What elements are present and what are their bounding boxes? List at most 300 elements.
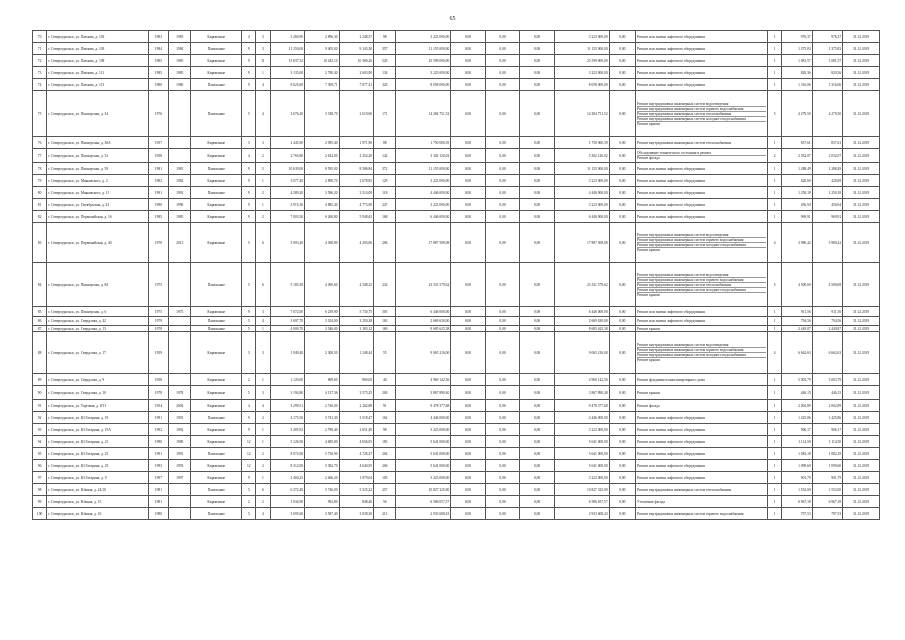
regional-funds-cell: 0,00 <box>485 199 520 211</box>
other-funds-cell: 0,00 <box>609 386 635 400</box>
other-funds-cell: 0,00 <box>609 508 635 520</box>
wall-material-cell: Панельные <box>191 79 242 91</box>
entrances-cell: 11 <box>256 55 270 67</box>
address-cell: г. Североуральск, ул. Первомайская, д. 16 <box>47 211 149 223</box>
work-types-cell <box>636 211 768 223</box>
total-cost-cell: 3 223 000,00 <box>396 67 451 79</box>
table-row <box>33 307 880 317</box>
max-unit-cost-cell: 820,36 <box>812 67 842 79</box>
other-funds-cell: 0,00 <box>609 496 635 508</box>
total-area-cell: 3 285,92 <box>270 424 305 436</box>
row-number-cell: 99 <box>33 496 47 508</box>
deadline-cell: 31.12.2019 <box>843 374 880 386</box>
wall-material-cell: Кирпичные <box>191 55 242 67</box>
work-item: Ремонт или замена лифтового оборудования <box>637 34 705 39</box>
deadline-cell: 31.12.2019 <box>843 263 880 307</box>
total-cost-cell: 2 933 608,43 <box>396 508 451 520</box>
owned-area-cell: 10 380,26 <box>339 55 374 67</box>
work-count-cell: 1 <box>768 374 782 386</box>
max-unit-cost-cell: 906,17 <box>812 424 842 436</box>
max-unit-cost-cell: 6 662,63 <box>812 332 842 374</box>
work-count-cell: 1 <box>768 508 782 520</box>
year-renovated-cell <box>169 91 191 137</box>
work-item: Ремонт внутридомовых инженерных систем холодного водоснабжения <box>637 117 766 122</box>
unit-cost-cell: 6 662,63 <box>782 332 812 374</box>
year-built-cell: 1981 <box>148 484 168 496</box>
year-renovated-cell: 1984 <box>169 43 191 55</box>
total-cost-cell: 9 478 377,68 <box>396 400 451 412</box>
address-cell: г. Североуральск, ул. Павлова, д. 103 <box>47 43 149 55</box>
residents-cell: 234 <box>374 263 396 307</box>
floors-cell: 9 <box>242 79 256 91</box>
work-types-cell <box>636 448 768 460</box>
living-area-cell: 9 405,00 <box>305 43 340 55</box>
total-cost-cell: 1 750 000,39 <box>396 137 451 149</box>
owners-funds-cell: 2 933 608,43 <box>554 508 609 520</box>
work-types-cell <box>636 43 768 55</box>
work-item: Ремонт внутридомовых инженерных систем холодного водоснабжения <box>637 243 766 248</box>
owners-funds-cell: 17 887 508,08 <box>554 223 609 263</box>
work-count-cell: 1 <box>768 436 782 448</box>
wall-material-cell: Кирпичные <box>191 211 242 223</box>
residents-cell: 118 <box>374 187 396 199</box>
entrances-cell: 3 <box>256 31 270 43</box>
municipal-funds-cell: 0,00 <box>520 79 555 91</box>
table-row <box>33 472 880 484</box>
work-item: Ремонт внутридомовых инженерных систем горячего водоснабжения <box>637 278 766 283</box>
work-item: Ремонт или замена лифтового оборудования <box>637 439 705 444</box>
owners-funds-cell: 8 685 625,38 <box>554 326 609 332</box>
address-cell: г. Североуральск, ул. Пионерская, д. 52 <box>47 149 149 163</box>
max-unit-cost-cell: 837,61 <box>812 137 842 149</box>
row-number-cell: 75 <box>33 91 47 137</box>
year-built-cell: 1982 <box>148 175 168 187</box>
year-renovated-cell: 1993 <box>169 460 191 472</box>
entrances-cell: 2 <box>256 187 270 199</box>
total-area-cell: 3 676,20 <box>270 91 305 137</box>
federal-funds-cell: 0,00 <box>451 137 486 149</box>
residents-cell: 91 <box>374 400 396 412</box>
entrances-cell: 4 <box>256 317 270 326</box>
owned-area-cell: 2 619,06 <box>339 91 374 137</box>
total-cost-cell: 3 867 890,40 <box>396 386 451 400</box>
federal-funds-cell: 0,00 <box>451 31 486 43</box>
year-built-cell: 1997 <box>148 472 168 484</box>
owned-area-cell: 2 651,49 <box>339 424 374 436</box>
regional-funds-cell: 0,00 <box>485 386 520 400</box>
federal-funds-cell: 0,00 <box>451 386 486 400</box>
unit-cost-cell: 4 500,69 <box>782 263 812 307</box>
total-cost-cell: 23 331 579,62 <box>396 263 451 307</box>
work-item: Ремонт крыши <box>637 121 660 126</box>
year-built-cell: 1985 <box>148 211 168 223</box>
address-cell: г. Североуральск, ул. Свердлова, д. 42 <box>47 317 149 326</box>
living-area-cell: 3 587,40 <box>305 508 340 520</box>
residents-cell: 162 <box>374 412 396 424</box>
regional-funds-cell: 0,00 <box>485 508 520 520</box>
work-item: Ремонт внутридомовых инженерных систем теплоснабжения <box>637 140 732 145</box>
owned-area-cell: 7 077,41 <box>339 79 374 91</box>
living-area-cell: 2 634,00 <box>305 149 340 163</box>
work-item: Ремонт крыши <box>637 326 660 331</box>
residents-cell: 56 <box>374 496 396 508</box>
other-funds-cell: 0,00 <box>609 31 635 43</box>
total-area-cell: 2 445,90 <box>270 137 305 149</box>
work-item: Ремонт или замена лифтового оборудования <box>637 319 705 323</box>
work-item: Ремонт или замена лифтового оборудования <box>637 46 705 51</box>
work-types-cell <box>636 412 768 424</box>
work-count-cell: 1 <box>768 67 782 79</box>
work-count-cell: 1 <box>768 412 782 424</box>
residents-cell: 55 <box>374 332 396 374</box>
total-cost-cell: 10 827 325,00 <box>396 484 451 496</box>
row-number-cell: 86 <box>33 317 47 326</box>
owners-funds-cell: 5 641 000,00 <box>554 436 609 448</box>
regional-funds-cell: 0,00 <box>485 424 520 436</box>
wall-material-cell: Кирпичные <box>191 31 242 43</box>
address-cell: г. Североуральск, ул. Свердлова, д. 17 <box>47 332 149 374</box>
entrances-cell: 4 <box>256 400 270 412</box>
municipal-funds-cell: 0,00 <box>520 508 555 520</box>
federal-funds-cell: 0,00 <box>451 484 486 496</box>
work-item: Ремонт внутридомовых инженерных систем горячего водоснабжения <box>637 511 744 516</box>
federal-funds-cell: 0,00 <box>451 199 486 211</box>
deadline-cell: 31.12.2019 <box>843 317 880 326</box>
owners-funds-cell: 5 302 120,02 <box>554 149 609 163</box>
table-row <box>33 484 880 496</box>
row-number-cell: 72 <box>33 55 47 67</box>
entrances-cell: 4 <box>256 79 270 91</box>
living-area-cell: 3 586,20 <box>305 187 340 199</box>
municipal-funds-cell: 0,00 <box>520 496 555 508</box>
work-item: Ремонт или замена лифтового оборудования <box>637 82 705 87</box>
other-funds-cell: 0,00 <box>609 43 635 55</box>
municipal-funds-cell: 0,00 <box>520 484 555 496</box>
max-unit-cost-cell: 1 250,18 <box>812 187 842 199</box>
address-cell: г. Североуральск, ул. Свердлова, д. 13 <box>47 326 149 332</box>
total-area-cell: 5 185,30 <box>270 263 305 307</box>
regional-funds-cell: 0,00 <box>485 211 520 223</box>
entrances-cell: 2 <box>256 496 270 508</box>
total-cost-cell: 4 960 142,56 <box>396 374 451 386</box>
wall-material-cell: Кирпичные <box>191 199 242 211</box>
floors-cell: 9 <box>242 187 256 199</box>
total-area-cell: 8 625,00 <box>270 79 305 91</box>
work-count-cell: 4 <box>768 223 782 263</box>
regional-funds-cell: 0,00 <box>485 163 520 175</box>
owners-funds-cell: 1 750 000,39 <box>554 137 609 149</box>
year-renovated-cell: 1997 <box>169 472 191 484</box>
max-unit-cost-cell: 2 032,07 <box>812 149 842 163</box>
work-count-cell: 1 <box>768 137 782 149</box>
total-cost-cell: 4 446 000,00 <box>396 187 451 199</box>
year-renovated-cell: 1978 <box>169 386 191 400</box>
living-area-cell: 5 730,90 <box>305 448 340 460</box>
year-built-cell: 1975 <box>148 263 168 307</box>
municipal-funds-cell: 0,00 <box>520 55 555 67</box>
row-number-cell: 79 <box>33 175 47 187</box>
municipal-funds-cell: 0,00 <box>520 43 555 55</box>
wall-material-cell: Кирпичные <box>191 307 242 317</box>
entrances-cell: 6 <box>256 223 270 263</box>
year-renovated-cell <box>169 317 191 326</box>
work-types-cell <box>636 149 768 163</box>
owners-funds-cell: 11 155 000,00 <box>554 163 609 175</box>
living-area-cell: 6 239,90 <box>305 307 340 317</box>
regional-funds-cell: 0,00 <box>485 149 520 163</box>
other-funds-cell: 0,00 <box>609 55 635 67</box>
owners-funds-cell: 8 058 000,00 <box>554 79 609 91</box>
work-item: Ремонт внутридомовых инженерных систем горячего водоснабжения <box>637 348 766 353</box>
table-row <box>33 386 880 400</box>
year-renovated-cell: 1990 <box>169 199 191 211</box>
year-renovated-cell <box>169 137 191 149</box>
other-funds-cell: 0,00 <box>609 199 635 211</box>
floors-cell: 9 <box>242 67 256 79</box>
unit-cost-cell: 1 250,18 <box>782 187 812 199</box>
max-unit-cost-cell: 1 081,57 <box>812 55 842 67</box>
max-unit-cost-cell: 5 003,79 <box>812 374 842 386</box>
total-cost-cell: 3 223 000,00 <box>396 472 451 484</box>
floors-cell: 5 <box>242 317 256 326</box>
residents-cell: 169 <box>374 326 396 332</box>
wall-material-cell: Кирпичные <box>191 436 242 448</box>
row-number-cell: 80 <box>33 187 47 199</box>
max-unit-cost-cell: 1 552,00 <box>812 484 842 496</box>
federal-funds-cell: 0,00 <box>451 307 486 317</box>
address-cell: г. Североуральск, ул. Пионерская, д. 36А <box>47 137 149 149</box>
year-built-cell: 1975 <box>148 307 168 317</box>
year-built-cell: 1990 <box>148 436 168 448</box>
total-cost-cell: 5 302 120,02 <box>396 149 451 163</box>
other-funds-cell: 0,00 <box>609 448 635 460</box>
other-funds-cell: 0,00 <box>609 307 635 317</box>
year-renovated-cell: 1985 <box>169 67 191 79</box>
work-item: Ремонт крыши <box>637 292 660 297</box>
residents-cell: 303 <box>374 307 396 317</box>
table-row <box>33 187 880 199</box>
entrances-cell: 1 <box>256 199 270 211</box>
work-types-cell <box>636 386 768 400</box>
total-cost-cell: 4 446 000,00 <box>396 412 451 424</box>
work-types-cell <box>636 436 768 448</box>
federal-funds-cell: 0,00 <box>451 187 486 199</box>
unit-cost-cell: 6 967,18 <box>782 496 812 508</box>
other-funds-cell: 0,00 <box>609 149 635 163</box>
federal-funds-cell: 0,00 <box>451 496 486 508</box>
residents-cell: 98 <box>374 424 396 436</box>
unit-cost-cell: 1 081,57 <box>782 55 812 67</box>
living-area-cell: 4 368,80 <box>305 223 340 263</box>
federal-funds-cell: 0,00 <box>451 91 486 137</box>
federal-funds-cell: 0,00 <box>451 149 486 163</box>
work-item: Ремонт внутридомовых инженерных систем водоотведения <box>637 102 766 107</box>
owners-funds-cell: 3 223 000,00 <box>554 67 609 79</box>
total-area-cell: 3 077,40 <box>270 175 305 187</box>
work-count-cell: 1 <box>768 484 782 496</box>
row-number-cell: 93 <box>33 424 47 436</box>
municipal-funds-cell: 0,00 <box>520 460 555 472</box>
work-item: Ремонт или замена лифтового оборудования <box>637 463 705 468</box>
owners-funds-cell: 3 223 000,00 <box>554 175 609 187</box>
regional-funds-cell: 0,00 <box>485 31 520 43</box>
regional-funds-cell: 0,00 <box>485 436 520 448</box>
wall-material-cell: Кирпичные <box>191 496 242 508</box>
table-row <box>33 31 880 43</box>
total-cost-cell: 3 223 000,00 <box>396 424 451 436</box>
max-unit-cost-cell: 794,56 <box>812 317 842 326</box>
other-funds-cell: 0,00 <box>609 187 635 199</box>
unit-cost-cell: 5 003,79 <box>782 374 812 386</box>
address-cell: г. Североуральск, ул. Ю.Гагарина, д. 23 <box>47 448 149 460</box>
table-row <box>33 163 880 175</box>
entrances-cell: 2 <box>256 149 270 163</box>
living-area-cell: 2 789,40 <box>305 424 340 436</box>
work-item: Ремонт фасада <box>637 403 660 408</box>
living-area-cell: 4 885,40 <box>305 199 340 211</box>
deadline-cell: 31.12.2019 <box>843 386 880 400</box>
wall-material-cell: Кирпичные <box>191 374 242 386</box>
work-item: Ремонт или замена лифтового оборудования <box>637 190 705 195</box>
year-built-cell: 1978 <box>148 386 168 400</box>
regional-funds-cell: 0,00 <box>485 374 520 386</box>
wall-material-cell: Панельные <box>191 163 242 175</box>
residents-cell: 200 <box>374 386 396 400</box>
work-count-cell: 1 <box>768 175 782 187</box>
other-funds-cell: 0,00 <box>609 374 635 386</box>
table-row <box>33 43 880 55</box>
regional-funds-cell: 0,00 <box>485 175 520 187</box>
residents-cell: 142 <box>374 149 396 163</box>
entrances-cell: 3 <box>256 386 270 400</box>
deadline-cell: 31.12.2019 <box>843 448 880 460</box>
residents-cell: 206 <box>374 223 396 263</box>
owned-area-cell: 1 879,04 <box>339 472 374 484</box>
entrances-cell: 2 <box>256 412 270 424</box>
address-cell: г. Североуральск, ул. Ю.Гагарина, д. 21 <box>47 436 149 448</box>
unit-cost-cell: 1 425,86 <box>782 412 812 424</box>
year-built-cell: 1958 <box>148 149 168 163</box>
total-cost-cell: 6 586 657,57 <box>396 496 451 508</box>
work-types-cell <box>636 484 768 496</box>
floors-cell: 9 <box>242 412 256 424</box>
total-cost-cell: 14 284 751,52 <box>396 91 451 137</box>
table-row <box>33 223 880 263</box>
federal-funds-cell: 0,00 <box>451 436 486 448</box>
regional-funds-cell: 0,00 <box>485 448 520 460</box>
work-item: Ремонт внутридомовых инженерных систем теплоснабжения <box>637 487 732 492</box>
row-number-cell: 92 <box>33 412 47 424</box>
federal-funds-cell: 0,00 <box>451 67 486 79</box>
wall-material-cell: Кирпичные <box>191 400 242 412</box>
work-item: Ремонт внутридомовых инженерных систем водоотведения <box>637 343 766 348</box>
residents-cell: 134 <box>374 67 396 79</box>
address-cell: г. Североуральск, ул. Павлова, д. 111 <box>47 67 149 79</box>
total-area-cell: 8 312,00 <box>270 460 305 472</box>
work-item: Ремонт внутридомовых инженерных систем горячего водоснабжения <box>637 238 766 243</box>
table-row <box>33 400 880 412</box>
other-funds-cell: 0,00 <box>609 175 635 187</box>
year-renovated-cell: 1991 <box>169 412 191 424</box>
floors-cell: 5 <box>242 508 256 520</box>
deadline-cell: 31.12.2019 <box>843 223 880 263</box>
owners-funds-cell: 5 641 000,00 <box>554 460 609 472</box>
table-row <box>33 332 880 374</box>
work-item: Ремонт или замена лифтового оборудования <box>637 58 705 63</box>
table-body <box>33 31 880 520</box>
deadline-cell: 31.12.2019 <box>843 137 880 149</box>
residents-cell: 168 <box>374 211 396 223</box>
unit-cost-cell: 820,36 <box>782 67 812 79</box>
wall-material-cell: Панельные <box>191 412 242 424</box>
federal-funds-cell: 0,00 <box>451 424 486 436</box>
federal-funds-cell: 0,00 <box>451 448 486 460</box>
work-count-cell: 1 <box>768 43 782 55</box>
entrances-cell: 2 <box>256 211 270 223</box>
year-renovated-cell: 2013 <box>169 223 191 263</box>
municipal-funds-cell: 0,00 <box>520 332 555 374</box>
regional-funds-cell: 0,00 <box>485 400 520 412</box>
total-cost-cell: 8 058 000,00 <box>396 79 451 91</box>
total-area-cell: 3 135,00 <box>270 67 305 79</box>
regional-funds-cell: 0,00 <box>485 484 520 496</box>
work-item: Ремонт внутридомовых инженерных систем горячего водоснабжения <box>637 107 766 112</box>
residents-cell: 247 <box>374 199 396 211</box>
residents-cell: 204 <box>374 448 396 460</box>
regional-funds-cell: 0,00 <box>485 187 520 199</box>
municipal-funds-cell: 0,00 <box>520 31 555 43</box>
other-funds-cell: 0,00 <box>609 263 635 307</box>
regional-funds-cell: 0,00 <box>485 412 520 424</box>
floors-cell: 5 <box>242 263 256 307</box>
work-types-cell <box>636 263 768 307</box>
max-unit-cost-cell: 1 316,06 <box>812 79 842 91</box>
total-cost-cell: 6 446 000,00 <box>396 211 451 223</box>
municipal-funds-cell: 0,00 <box>520 175 555 187</box>
owners-funds-cell: 3 223 000,00 <box>554 472 609 484</box>
work-item: Ремонт или замена лифтового оборудования <box>637 415 705 420</box>
total-cost-cell: 2 669 630,00 <box>396 317 451 326</box>
year-renovated-cell: 1980 <box>169 79 191 91</box>
other-funds-cell: 0,00 <box>609 79 635 91</box>
table-row <box>33 91 880 137</box>
year-built-cell: 1959 <box>148 332 168 374</box>
work-item: Ремонт или замена лифтового оборудования <box>637 70 705 75</box>
row-number-cell: 77 <box>33 149 47 163</box>
owned-area-cell: 3 250,38 <box>339 317 374 326</box>
owners-funds-cell: 4 446 000,00 <box>554 412 609 424</box>
other-funds-cell: 0,00 <box>609 332 635 374</box>
year-built-cell: 1980 <box>148 508 168 520</box>
work-count-cell: 1 <box>768 307 782 317</box>
municipal-funds-cell: 0,00 <box>520 149 555 163</box>
owned-area-cell: 2 603,90 <box>339 67 374 79</box>
entrances-cell: 4 <box>256 91 270 137</box>
year-renovated-cell: 1982 <box>169 175 191 187</box>
year-renovated-cell <box>169 332 191 374</box>
work-types-cell <box>636 317 768 326</box>
work-types-cell <box>636 460 768 472</box>
unit-cost-cell: 446,15 <box>782 386 812 400</box>
max-unit-cost-cell: 1 425,86 <box>812 412 842 424</box>
year-built-cell: 1991 <box>148 448 168 460</box>
residents-cell: 545 <box>374 55 396 67</box>
other-funds-cell: 0,00 <box>609 424 635 436</box>
total-cost-cell: 8 685 625,38 <box>396 326 451 332</box>
work-count-cell: 1 <box>768 386 782 400</box>
unit-cost-cell: 2 449,87 <box>782 326 812 332</box>
row-number-cell: 97 <box>33 472 47 484</box>
